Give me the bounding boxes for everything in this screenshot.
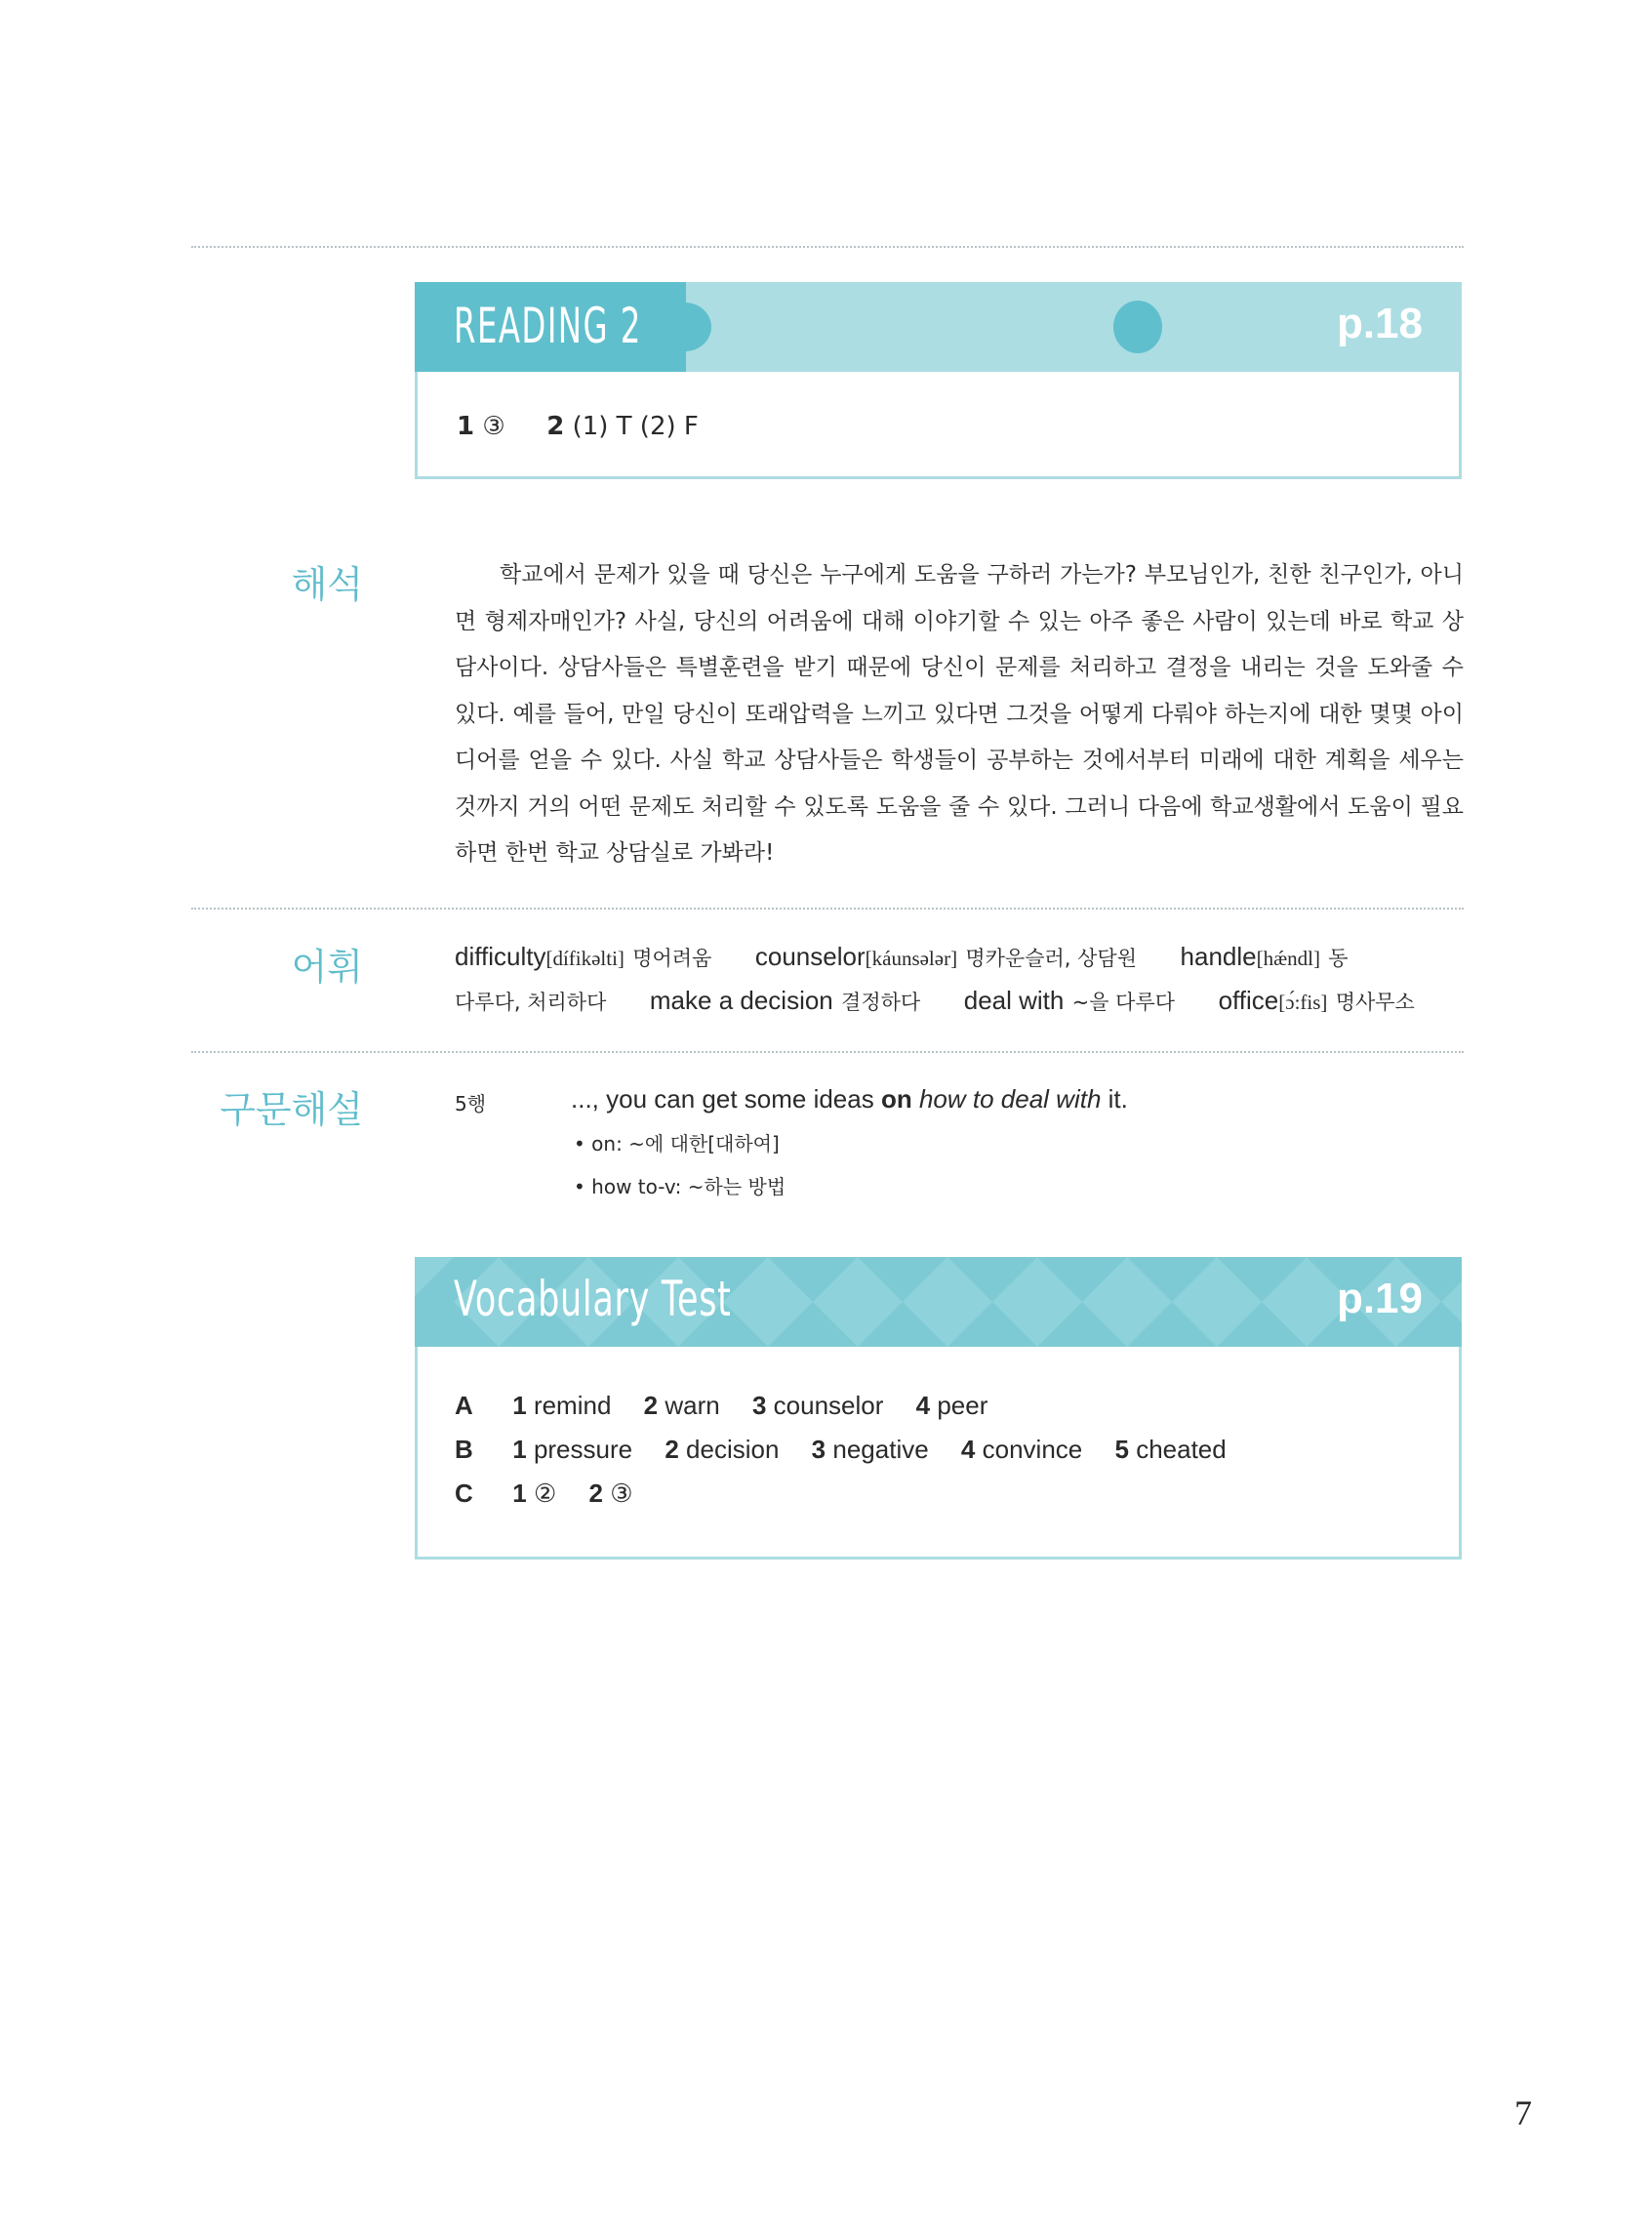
- vocab-test-row-b: [455, 1435, 1252, 1465]
- item-number: 3: [811, 1435, 826, 1464]
- reading-banner: [415, 282, 1462, 372]
- sentence-italic: how to deal with: [918, 1084, 1102, 1114]
- vocab-word: difficulty: [455, 942, 546, 971]
- vocab-meaning: 결정하다: [841, 991, 921, 1014]
- vocab-pos: 명: [965, 947, 986, 970]
- test-item: [512, 1479, 556, 1508]
- item-answer: counselor: [773, 1391, 884, 1420]
- test-item: [1114, 1435, 1226, 1464]
- reading-answer-box: [415, 372, 1462, 479]
- structure-note-1: • on: ~에 대한[대하여]: [574, 1132, 780, 1155]
- vocab-word: make a decision: [649, 986, 833, 1015]
- item-number: 2: [643, 1391, 659, 1420]
- item-answer: cheated: [1136, 1435, 1227, 1464]
- sentence-space: [912, 1084, 919, 1114]
- vocab-phonetic: [dífikəlti]: [545, 947, 625, 970]
- banner-puzzle-knob: [1113, 301, 1162, 353]
- vocab-pos: 명: [1335, 991, 1355, 1014]
- vocab-meaning: ~을 다루다: [1071, 991, 1176, 1014]
- reading-answers: [457, 412, 699, 441]
- test-item: [512, 1391, 611, 1420]
- item-answer: ③: [610, 1479, 633, 1508]
- page-number: 7: [1514, 2093, 1532, 2132]
- item-answer: convince: [982, 1435, 1083, 1464]
- vocabulary-label: 어휘: [291, 946, 363, 989]
- translation-paragraph: [455, 552, 1464, 877]
- translation-label: 해석: [291, 563, 363, 606]
- vocab-pos: 동: [1328, 947, 1349, 970]
- row-letter: B: [455, 1435, 473, 1464]
- item-number: 1: [512, 1391, 527, 1420]
- item-answer: pressure: [533, 1435, 633, 1464]
- item-number: 2: [588, 1479, 603, 1508]
- divider-1: [191, 908, 1464, 910]
- vocab-test-row-c: [455, 1479, 659, 1509]
- answer-1-value: ③: [482, 412, 505, 441]
- structure-label: 구문해설: [220, 1088, 363, 1131]
- test-item: [512, 1435, 632, 1464]
- item-number: 3: [751, 1391, 767, 1420]
- vocab-test-page-ref: p.19: [1336, 1275, 1423, 1322]
- item-answer: remind: [533, 1391, 612, 1420]
- translation-text: 학교에서 문제가 있을 때 당신은 누구에게 도움을 구하러 가는가? 부모님인가, 친한 친구인가, 아니면 형제자매인가? 사실, 당신의 어려움에 대해 이야기할 수 있는 아주 좋은 사람이 있는데 바로 학교 상담사이다. 상담사들은 특별훈련을 받기 때문에 당신이 문제를 처리하고 결정을 내리는 것을 도와줄 수 있다. 예를 들어, 만일 당신이 또래압력을 느끼고 있다면 그것을 어떻게 다뤄야 하는지에 대한 몇몇 아이디어를 얻을 수 있다. 사실 학교 상담사들은 학생들이 공부하는 것에서부터 미래에 대한 계획을 세우는 것까지 거의 어떤 문제도 처리할 수 있도록 도움을 줄 수 있다. 그러니 다음에 학교생활에서 도움이 필요하면 한번 학교 상담실로 가봐라!: [455, 562, 1464, 866]
- vocab-word: handle: [1180, 942, 1257, 971]
- reading-title: READING 2: [454, 298, 642, 354]
- test-item: [588, 1479, 632, 1508]
- item-number: 4: [915, 1391, 931, 1420]
- structure-sentence: [571, 1084, 1128, 1114]
- structure-note-2: • how to-v: ~하는 방법: [574, 1175, 786, 1198]
- row-letter: C: [455, 1479, 473, 1508]
- test-item: [665, 1435, 779, 1464]
- vocab-meaning: 다루다, 처리하다: [455, 991, 607, 1014]
- vocab-test-title: Vocabulary Test: [454, 1271, 732, 1327]
- item-answer: peer: [937, 1391, 988, 1420]
- test-item: [916, 1391, 988, 1420]
- vocab-line-1: [455, 942, 1349, 972]
- test-item: [644, 1391, 720, 1420]
- reading-page-ref: p.18: [1336, 300, 1423, 347]
- vocab-line-2: [455, 986, 1415, 1016]
- item-number: 1: [512, 1479, 527, 1508]
- top-divider: [191, 246, 1464, 248]
- sentence-post: it.: [1101, 1084, 1128, 1114]
- vocab-test-banner: [415, 1257, 1462, 1347]
- vocab-pos: 명: [632, 947, 653, 970]
- row-letter: A: [455, 1391, 473, 1420]
- vocab-word: deal with: [963, 986, 1065, 1015]
- vocab-phonetic: [ɔ́:fis]: [1278, 991, 1328, 1014]
- vocab-phonetic: [káunsələr]: [865, 947, 958, 970]
- answer-1-num: 1: [457, 412, 475, 441]
- vocab-word: office: [1218, 986, 1279, 1015]
- sentence-pre: ..., you can get some ideas: [571, 1084, 881, 1114]
- test-item: [752, 1391, 883, 1420]
- item-answer: warn: [665, 1391, 720, 1420]
- item-number: 5: [1114, 1435, 1129, 1464]
- answer-2-value: (1) T (2) F: [572, 412, 699, 441]
- vocab-phonetic: [hǽndl]: [1256, 947, 1320, 970]
- test-item: [812, 1435, 929, 1464]
- vocab-word: counselor: [754, 942, 866, 971]
- item-answer: ②: [533, 1479, 557, 1508]
- sentence-bold: on: [880, 1084, 912, 1114]
- item-answer: negative: [832, 1435, 929, 1464]
- vocab-meaning: 어려움: [652, 947, 712, 970]
- answer-2-num: 2: [546, 412, 565, 441]
- item-number: 2: [665, 1435, 679, 1464]
- structure-line-ref: 5행: [455, 1092, 487, 1115]
- item-answer: decision: [686, 1435, 780, 1464]
- item-number: 1: [512, 1435, 527, 1464]
- banner-puzzle-tab: [659, 303, 711, 351]
- vocab-meaning: 사무소: [1354, 991, 1415, 1014]
- test-item: [961, 1435, 1082, 1464]
- divider-2: [191, 1051, 1464, 1053]
- vocab-meaning: 카운슬러, 상담원: [985, 947, 1137, 970]
- item-number: 4: [960, 1435, 976, 1464]
- vocab-test-row-a: [455, 1391, 1013, 1421]
